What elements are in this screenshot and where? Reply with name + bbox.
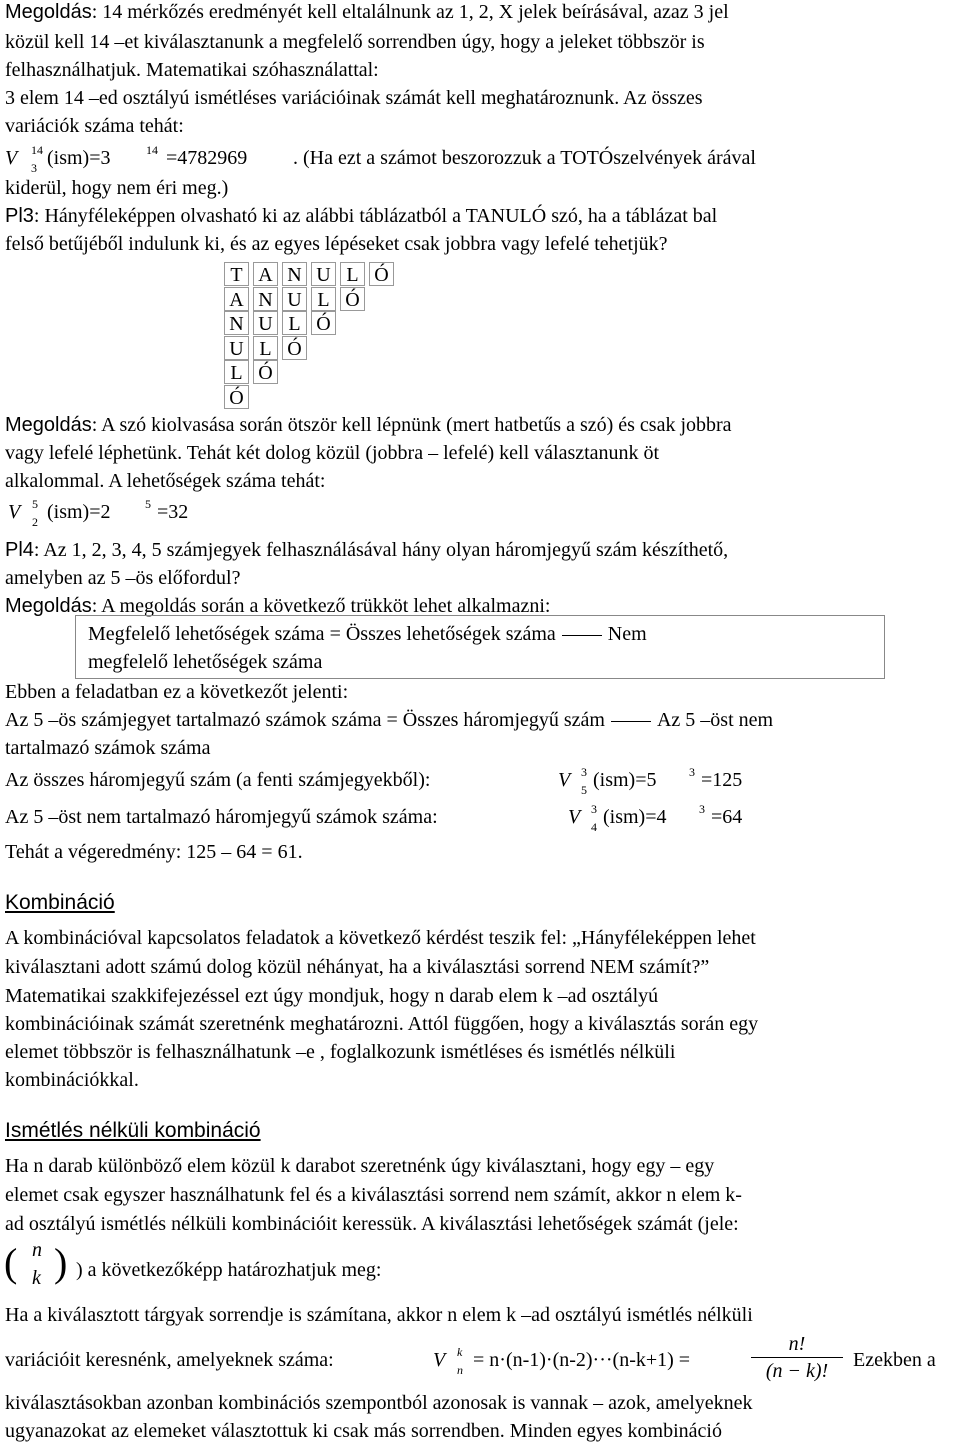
fraction-denominator: (n − k)! <box>765 1360 829 1382</box>
isk-line5: Ha a kiválasztott tárgyak sorrendje is számítana, akkor n elem k –ad osztályú ismétlés nélküli <box>5 1304 753 1326</box>
formula-exp: 3 <box>699 802 705 816</box>
section-heading-kombinacio: Kombináció <box>5 891 115 914</box>
p1-line2: közül kell 14 –et kiválasztanunk a megfelelő sorrendben úgy, hogy a jeleket többször is <box>5 31 705 53</box>
left-paren: ( <box>4 1240 18 1285</box>
binomial-symbol <box>4 1237 74 1295</box>
grid-cell: T <box>224 262 249 286</box>
solution-label: Megoldás <box>5 595 92 617</box>
formula-result: =125 <box>701 769 743 791</box>
grid-cell: L <box>311 287 336 311</box>
formula-v: V <box>5 147 18 169</box>
p5-line3: Az 5 –ös számjegyet tartalmazó számok száma = Összes háromjegyű szám Az 5 –öst nem <box>5 709 774 731</box>
grid-cell: N <box>253 287 278 311</box>
p1-line6-tail: . (Ha ezt a számot beszorozzuk a TOTÓszelvények árával <box>293 147 756 169</box>
grid-cell: L <box>282 311 307 335</box>
grid-cell: N <box>224 311 249 335</box>
formula-eq: = n·(n-1)·(n-2)···(n-k+1) = <box>473 1349 691 1371</box>
formula-result: =64 <box>711 806 743 828</box>
grid-cell: Ó <box>369 262 394 286</box>
p1-line7: kiderül, hogy nem éri meg.) <box>5 177 229 199</box>
formula-exp: 3 <box>689 765 695 779</box>
binom-k: k <box>32 1267 41 1289</box>
formula-sub: 3 <box>31 161 37 175</box>
grid-cell: L <box>340 262 365 286</box>
formula-sup: 5 <box>32 497 38 511</box>
komb-line3: Matematikai szakkifejezéssel ezt úgy mondjuk, hogy n darab elem k –ad osztályú <box>5 985 659 1007</box>
formula-sup: 14 <box>31 143 43 157</box>
formula-sup: k <box>457 1345 463 1359</box>
solution-label: Megoldás <box>5 414 92 436</box>
formula-mid: (ism)=4 <box>603 806 667 828</box>
box-line2: megfelelő lehetőségek száma <box>88 651 323 673</box>
komb-line1: A kombinációval kapcsolatos feladatok a következő kérdést teszik fel: „Hányféleképpen lehet <box>5 927 756 949</box>
fraction <box>747 1332 847 1383</box>
formula-sub: 2 <box>32 515 38 529</box>
example-label: Pl4 <box>5 539 34 561</box>
formula-sub: n <box>457 1363 463 1377</box>
isk-line1: Ha n darab különböző elem közül k darabot szeretnénk úgy kiválasztani, hogy egy – egy <box>5 1155 715 1177</box>
isk-line7: kiválasztásokban azonban kombinációs szempontból azonosak is vannak – azok, amelyeknek <box>5 1392 753 1414</box>
p3-formula-line <box>5 497 305 529</box>
p5-line4: tartalmazó számok száma <box>5 737 211 759</box>
isk-line4: ) a következőképp határozhatjuk meg: <box>76 1259 382 1281</box>
komb-line6: kombinációkkal. <box>5 1069 139 1091</box>
p3-line2: vagy lefelé léphetünk. Tehát két dolog közül (jobbra – lefelé) kell választanunk öt <box>5 442 660 464</box>
p5-line5: Az összes háromjegyű szám (a fenti számjegyekből): V 3 5 (ism)=5 3 =125 <box>5 768 935 796</box>
grid-cell: U <box>282 287 307 311</box>
fraction-numerator: n! <box>788 1333 806 1355</box>
grid-cell: A <box>253 262 278 286</box>
formula-result: =32 <box>157 501 189 523</box>
p5-line7: Tehát a végeredmény: 125 – 64 = 61. <box>5 841 303 863</box>
p4-line1: Pl4: Az 1, 2, 3, 4, 5 számjegyek felhasználásával hány olyan háromjegyű szám készíthető, <box>5 539 729 561</box>
grid-cell: N <box>282 262 307 286</box>
p4-line2: amelyben az 5 –ös előfordul? <box>5 567 241 589</box>
formula-v: V <box>568 806 581 828</box>
solution-label: Megoldás <box>5 1 92 23</box>
grid-cell: Ó <box>224 385 249 409</box>
formula-sup: 3 <box>591 802 597 816</box>
formula-exp: 14 <box>146 143 158 157</box>
p1-formula-line <box>5 143 935 175</box>
grid-cell: U <box>224 336 249 360</box>
binom-n: n <box>32 1239 42 1261</box>
p5-line6: Az 5 –öst nem tartalmazó háromjegyű számok száma: V 3 4 (ism)=4 3 =64 <box>5 805 935 833</box>
grid-cell: Ó <box>311 311 336 335</box>
p1-line3: felhasználhatjuk. Matematikai szóhasználattal: <box>5 59 379 81</box>
formula-v: V <box>433 1349 446 1371</box>
p5-line2: Ebben a feladatban ez a következőt jelenti: <box>5 681 349 703</box>
isk-line8: ugyanazokat az elemeket választottuk ki csak más sorrendben. Minden egyes kombináció <box>5 1420 722 1442</box>
grid-cell: L <box>224 360 249 384</box>
fraction-bar <box>751 1357 843 1358</box>
p1-line5: variációk száma tehát: <box>5 115 184 137</box>
formula-sub: 4 <box>591 820 597 834</box>
formula-mid: (ism)=2 <box>47 501 111 523</box>
formula-sup: 3 <box>581 765 587 779</box>
komb-line5: elemet többször is felhasználhatunk –e , foglalkozunk ismétléses és ismétlés nélküli <box>5 1041 676 1063</box>
example-label: Pl3 <box>5 205 34 227</box>
grid-cell: Ó <box>253 360 278 384</box>
komb-line2: kiválasztani adott számú dolog közül néhányat, ha a kiválasztási sorrend NEM számít?” <box>5 956 710 978</box>
isk-line2: elemet csak egyszer használhatunk fel és a kiválasztási sorrend nem számít, akkor n elem k- <box>5 1184 742 1206</box>
formula-v: V <box>558 769 571 791</box>
isk-line6: variációit keresnénk, amelyeknek száma: V k n = n·(n-1)·(n-2)···(n-k+1) = n! (n − k)! Ezekben a <box>5 1333 936 1382</box>
letter-grid <box>224 262 404 412</box>
grid-cell: Ó <box>340 287 365 311</box>
p3-line1: Megoldás: A szó kiolvasása során ötször kell lépnünk (mert hatbetűs a szó) és csak jobbra <box>5 414 732 436</box>
isk-line3: ad osztályú ismétlés nélküli kombinációit keressük. A kiválasztási lehetőségek számát (jele: <box>5 1213 739 1235</box>
grid-cell: U <box>311 262 336 286</box>
formula-result: =4782969 <box>166 147 248 169</box>
p3-line3: alkalommal. A lehetőségek száma tehát: <box>5 470 326 492</box>
grid-cell: A <box>224 287 249 311</box>
formula-sub: 5 <box>581 783 587 797</box>
long-dash <box>562 635 602 636</box>
long-dash <box>611 721 651 722</box>
grid-cell: Ó <box>282 336 307 360</box>
section-heading-ismetles-nelkuli: Ismétlés nélküli kombináció <box>5 1119 261 1142</box>
p1-line4: 3 elem 14 –ed osztályú ismétléses variációinak számát kell meghatároznunk. Az összes <box>5 87 703 109</box>
grid-cell: U <box>253 311 278 335</box>
formula-mid: (ism)=3 <box>47 147 111 169</box>
p2-line2: felső betűjéből indulunk ki, és az egyes lépéseket csak jobbra vagy lefelé tehetjük? <box>5 233 668 255</box>
formula-v: V <box>8 501 21 523</box>
formula-exp: 5 <box>145 497 151 511</box>
komb-line4: kombinációinak számát szeretnénk meghatározni. Attól függően, hogy a kiválasztás során egy <box>5 1013 759 1035</box>
p1-line1: Megoldás: 14 mérkőzés eredményét kell eltalálnunk az 1, 2, X jelek beírásával, azaz 3 jel <box>5 1 729 23</box>
p2-line1: Pl3: Hányféleképpen olvasható ki az alábbi táblázatból a TANULÓ szó, ha a táblázat bal <box>5 205 718 227</box>
grid-cell: L <box>253 336 278 360</box>
formula-mid: (ism)=5 <box>593 769 657 791</box>
right-paren: ) <box>54 1240 68 1285</box>
p5-line1: Megoldás: A megoldás során a következő trükköt lehet alkalmazni: <box>5 595 551 617</box>
box-line1: Megfelelő lehetőségek száma = Összes lehetőségek száma Nem <box>88 623 647 645</box>
